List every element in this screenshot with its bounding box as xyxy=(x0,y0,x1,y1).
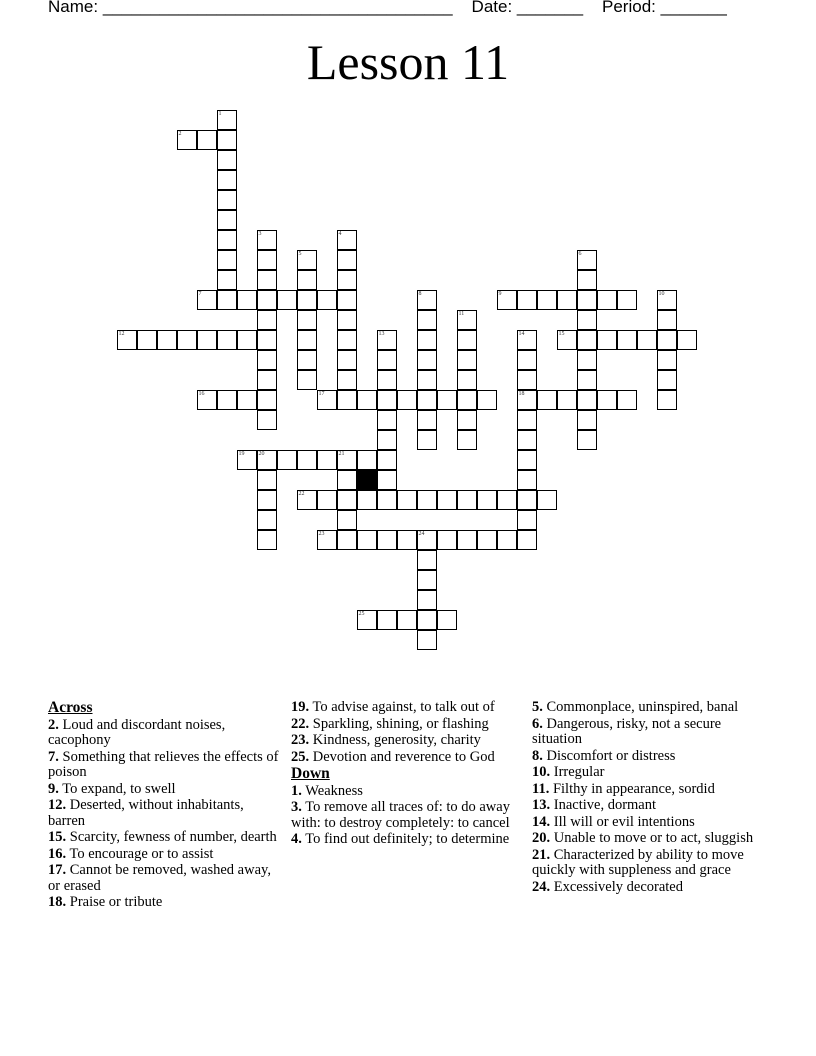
grid-cell[interactable] xyxy=(637,330,657,350)
grid-cell[interactable] xyxy=(457,310,477,330)
grid-cell[interactable] xyxy=(337,230,357,250)
clue-text: To find out definitely; to determine xyxy=(301,831,510,847)
grid-cell[interactable] xyxy=(297,370,317,390)
grid-cell[interactable] xyxy=(137,330,157,350)
grid-cell[interactable] xyxy=(217,250,237,270)
clue-number-label: 15. xyxy=(48,829,67,845)
grid-cell[interactable] xyxy=(597,390,617,410)
grid-cell[interactable] xyxy=(397,610,417,630)
clue-number: 1 xyxy=(218,110,222,117)
clue-text: Characterized by ability to move quickly with suppleness and grace xyxy=(532,846,744,878)
clue-item xyxy=(532,848,772,879)
grid-cell[interactable] xyxy=(237,330,257,350)
clue-number-label: 20. xyxy=(532,830,551,846)
clue-number-label: 2. xyxy=(48,716,59,733)
grid-cell[interactable] xyxy=(237,290,257,310)
clue-text: Dangerous, risky, not a secure situation xyxy=(532,715,722,747)
grid-cell[interactable] xyxy=(117,330,137,350)
grid-cell[interactable] xyxy=(377,430,397,450)
grid-cell[interactable] xyxy=(577,350,597,370)
grid-cell[interactable] xyxy=(657,370,677,390)
grid-cell[interactable] xyxy=(257,530,277,550)
grid-cell[interactable] xyxy=(377,450,397,470)
grid-cell[interactable] xyxy=(377,470,397,490)
grid-cell[interactable] xyxy=(577,270,597,290)
clue-item xyxy=(48,830,280,846)
clue-number: 7 xyxy=(198,290,202,297)
grid-cell[interactable] xyxy=(577,370,597,390)
clue-text: Filthy in appearance, sordid xyxy=(549,780,715,797)
clues-column-2 xyxy=(291,700,516,849)
clue-text: Scarcity, fewness of number, dearth xyxy=(66,829,277,845)
grid-cell[interactable] xyxy=(377,610,397,630)
grid-cell[interactable] xyxy=(517,350,537,370)
grid-cell[interactable] xyxy=(417,630,437,650)
grid-cell[interactable] xyxy=(257,310,277,330)
clue-number-label: 7. xyxy=(48,748,59,765)
grid-cell[interactable] xyxy=(257,490,277,510)
grid-cell[interactable] xyxy=(257,410,277,430)
grid-cell[interactable] xyxy=(257,350,277,370)
clue-number: 21 xyxy=(338,450,345,457)
clue-number: 3 xyxy=(258,230,262,237)
grid-cell[interactable] xyxy=(417,490,437,510)
clue-number: 17 xyxy=(318,390,325,397)
grid-cell[interactable] xyxy=(217,110,237,130)
clue-item xyxy=(48,718,280,749)
grid-cell[interactable] xyxy=(417,430,437,450)
grid-cell[interactable] xyxy=(337,250,357,270)
grid-cell[interactable] xyxy=(417,590,437,610)
clue-number: 20 xyxy=(258,450,265,457)
grid-cell[interactable] xyxy=(377,350,397,370)
grid-cell[interactable] xyxy=(537,390,557,410)
grid-cell[interactable] xyxy=(337,270,357,290)
clue-number: 9 xyxy=(498,290,502,297)
clue-number-label: 8. xyxy=(532,747,543,764)
grid-cell[interactable] xyxy=(217,270,237,290)
down-heading: Down xyxy=(291,765,330,782)
clue-text: To remove all traces of: to do away with: to destroy completely: to cancel xyxy=(291,799,510,831)
clue-number: 25 xyxy=(358,610,365,617)
clue-number-label: 11. xyxy=(532,780,550,797)
grid-cell[interactable] xyxy=(577,430,597,450)
clue-number: 5 xyxy=(298,250,302,257)
grid-cell[interactable] xyxy=(197,330,217,350)
name-label: Name: xyxy=(48,0,99,16)
grid-cell[interactable] xyxy=(457,410,477,430)
grid-cell[interactable] xyxy=(337,470,357,490)
grid-cell[interactable] xyxy=(537,490,557,510)
grid-cell[interactable] xyxy=(297,350,317,370)
student-info-header xyxy=(48,0,768,17)
grid-cell[interactable] xyxy=(477,390,497,410)
grid-cell[interactable] xyxy=(297,330,317,350)
black-cell xyxy=(357,470,377,490)
grid-cell[interactable] xyxy=(417,390,437,410)
clue-item xyxy=(291,832,516,848)
grid-cell[interactable] xyxy=(417,350,437,370)
clue-text: To encourage or to assist xyxy=(66,845,214,862)
grid-cell[interactable] xyxy=(517,470,537,490)
clue-number: 15 xyxy=(558,330,565,337)
clue-number: 23 xyxy=(318,530,325,537)
grid-cell[interactable] xyxy=(657,310,677,330)
clue-text: Sparkling, shining, or flashing xyxy=(309,715,489,732)
grid-cell[interactable] xyxy=(377,530,397,550)
grid-cell[interactable] xyxy=(257,270,277,290)
clue-item xyxy=(532,782,772,798)
grid-cell[interactable] xyxy=(197,130,217,150)
grid-cell[interactable] xyxy=(297,250,317,270)
grid-cell[interactable] xyxy=(237,390,257,410)
grid-cell[interactable] xyxy=(217,210,237,230)
grid-cell[interactable] xyxy=(337,350,357,370)
grid-cell[interactable] xyxy=(577,290,597,310)
grid-cell[interactable] xyxy=(457,350,477,370)
grid-cell[interactable] xyxy=(257,390,277,410)
clue-item xyxy=(291,700,516,716)
grid-cell[interactable] xyxy=(337,290,357,310)
grid-cell[interactable] xyxy=(657,330,677,350)
name-blank[interactable]: _____________________________________ xyxy=(102,0,453,16)
grid-cell[interactable] xyxy=(657,290,677,310)
grid-cell[interactable] xyxy=(337,310,357,330)
grid-cell[interactable] xyxy=(457,530,477,550)
grid-cell[interactable] xyxy=(257,450,277,470)
grid-cell[interactable] xyxy=(417,410,437,430)
grid-cell[interactable] xyxy=(217,390,237,410)
grid-cell[interactable] xyxy=(297,490,317,510)
grid-cell[interactable] xyxy=(377,330,397,350)
grid-cell[interactable] xyxy=(457,330,477,350)
clue-text: Kindness, generosity, charity xyxy=(309,732,481,748)
clue-text: Irregular xyxy=(550,764,605,780)
date-label: Date: xyxy=(471,0,513,16)
grid-cell[interactable] xyxy=(277,290,297,310)
grid-cell[interactable] xyxy=(417,550,437,570)
grid-cell[interactable] xyxy=(417,530,437,550)
grid-cell[interactable] xyxy=(277,450,297,470)
grid-cell[interactable] xyxy=(337,510,357,530)
clue-text: Weakness xyxy=(301,782,363,799)
grid-cell[interactable] xyxy=(457,490,477,510)
grid-cell[interactable] xyxy=(317,390,337,410)
grid-cell[interactable] xyxy=(217,290,237,310)
clue-item xyxy=(291,717,516,733)
grid-cell[interactable] xyxy=(297,450,317,470)
clue-number: 22 xyxy=(298,490,305,497)
clue-number-label: 10. xyxy=(532,764,551,780)
grid-cell[interactable] xyxy=(297,290,317,310)
grid-cell[interactable] xyxy=(357,450,377,470)
grid-cell[interactable] xyxy=(457,430,477,450)
grid-cell[interactable] xyxy=(317,490,337,510)
clue-item xyxy=(48,863,280,894)
grid-cell[interactable] xyxy=(517,490,537,510)
clue-number-label: 4. xyxy=(291,831,302,847)
grid-cell[interactable] xyxy=(337,330,357,350)
grid-cell[interactable] xyxy=(557,290,577,310)
clue-number: 11 xyxy=(458,310,465,317)
clue-number-label: 18. xyxy=(48,894,67,910)
grid-cell[interactable] xyxy=(417,330,437,350)
grid-cell[interactable] xyxy=(597,290,617,310)
grid-cell[interactable] xyxy=(597,330,617,350)
clue-item xyxy=(532,700,772,716)
grid-cell[interactable] xyxy=(457,370,477,390)
grid-cell[interactable] xyxy=(617,290,637,310)
clue-number: 6 xyxy=(578,250,582,257)
grid-cell[interactable] xyxy=(257,470,277,490)
clue-number-label: 12. xyxy=(48,797,67,813)
grid-cell[interactable] xyxy=(517,370,537,390)
clue-number-label: 1. xyxy=(291,782,302,799)
grid-cell[interactable] xyxy=(257,510,277,530)
clue-item xyxy=(532,749,772,765)
clue-number: 18 xyxy=(518,390,525,397)
grid-cell[interactable] xyxy=(677,330,697,350)
grid-cell[interactable] xyxy=(337,390,357,410)
across-heading: Across xyxy=(48,699,93,716)
grid-cell[interactable] xyxy=(517,330,537,350)
grid-cell[interactable] xyxy=(417,290,437,310)
grid-cell[interactable] xyxy=(517,410,537,430)
clue-item xyxy=(48,798,280,829)
clue-number-label: 23. xyxy=(291,732,310,748)
clue-item xyxy=(291,800,516,831)
grid-cell[interactable] xyxy=(417,370,437,390)
grid-cell[interactable] xyxy=(317,530,337,550)
grid-cell[interactable] xyxy=(257,290,277,310)
grid-cell[interactable] xyxy=(217,150,237,170)
grid-cell[interactable] xyxy=(237,450,257,470)
date-blank[interactable]: _______ xyxy=(516,0,584,16)
clue-item xyxy=(48,895,280,911)
grid-cell[interactable] xyxy=(497,490,517,510)
clue-number: 12 xyxy=(118,330,125,337)
clue-text: To advise against, to talk out of xyxy=(309,699,495,715)
clue-text: Discomfort or distress xyxy=(542,747,676,764)
clue-item xyxy=(532,717,772,748)
clue-number-label: 3. xyxy=(291,799,302,815)
clue-item xyxy=(291,750,516,766)
grid-cell[interactable] xyxy=(257,330,277,350)
clue-number-label: 24. xyxy=(532,878,551,895)
grid-cell[interactable] xyxy=(417,310,437,330)
clue-text: Something that relieves the effects of poison xyxy=(48,748,279,780)
grid-cell[interactable] xyxy=(177,130,197,150)
grid-cell[interactable] xyxy=(257,250,277,270)
grid-cell[interactable] xyxy=(437,610,457,630)
grid-cell[interactable] xyxy=(437,390,457,410)
grid-cell[interactable] xyxy=(377,410,397,430)
clue-number-label: 9. xyxy=(48,780,59,797)
grid-cell[interactable] xyxy=(257,230,277,250)
grid-cell[interactable] xyxy=(517,390,537,410)
clue-text: Excessively decorated xyxy=(550,878,683,895)
clue-number: 2 xyxy=(178,130,182,137)
clue-number: 13 xyxy=(378,330,385,337)
grid-cell[interactable] xyxy=(317,450,337,470)
grid-cell[interactable] xyxy=(217,130,237,150)
clue-number-label: 16. xyxy=(48,845,67,862)
grid-cell[interactable] xyxy=(497,290,517,310)
clue-number: 19 xyxy=(238,450,245,457)
grid-cell[interactable] xyxy=(297,310,317,330)
grid-cell[interactable] xyxy=(417,570,437,590)
grid-cell[interactable] xyxy=(377,370,397,390)
clue-item xyxy=(532,815,772,831)
clue-item xyxy=(48,750,280,781)
clue-text: Praise or tribute xyxy=(66,894,163,910)
grid-cell[interactable] xyxy=(557,330,577,350)
grid-cell[interactable] xyxy=(617,390,637,410)
grid-cell[interactable] xyxy=(357,390,377,410)
clue-number-label: 19. xyxy=(291,699,310,715)
grid-cell[interactable] xyxy=(217,190,237,210)
clue-text: Loud and discordant noises, cacophony xyxy=(48,716,226,748)
grid-cell[interactable] xyxy=(257,370,277,390)
grid-cell[interactable] xyxy=(337,530,357,550)
grid-cell[interactable] xyxy=(537,290,557,310)
clue-text: Deserted, without inhabitants, barren xyxy=(48,797,244,829)
grid-cell[interactable] xyxy=(397,390,417,410)
grid-cell[interactable] xyxy=(417,610,437,630)
grid-cell[interactable] xyxy=(337,450,357,470)
grid-cell[interactable] xyxy=(577,250,597,270)
grid-cell[interactable] xyxy=(297,270,317,290)
period-label: Period: xyxy=(602,0,656,16)
clue-number: 4 xyxy=(338,230,342,237)
grid-cell[interactable] xyxy=(437,490,457,510)
clue-item xyxy=(291,733,516,749)
clue-number: 14 xyxy=(518,330,525,337)
grid-cell[interactable] xyxy=(577,390,597,410)
clue-number-label: 21. xyxy=(532,846,551,863)
clue-number: 8 xyxy=(418,290,422,297)
clue-item xyxy=(532,765,772,781)
grid-cell[interactable] xyxy=(477,530,497,550)
clue-item xyxy=(532,831,772,847)
grid-cell[interactable] xyxy=(517,290,537,310)
clue-text: Devotion and reverence to God xyxy=(309,748,495,765)
grid-cell[interactable] xyxy=(437,530,457,550)
clue-item xyxy=(532,798,772,814)
clues-column-1 xyxy=(48,700,280,912)
grid-cell[interactable] xyxy=(477,490,497,510)
clue-number-label: 5. xyxy=(532,699,543,715)
grid-cell[interactable] xyxy=(337,490,357,510)
clue-number-label: 13. xyxy=(532,797,551,813)
grid-cell[interactable] xyxy=(357,610,377,630)
clue-number: 24 xyxy=(418,530,425,537)
grid-cell[interactable] xyxy=(217,170,237,190)
grid-cell[interactable] xyxy=(317,290,337,310)
period-blank[interactable]: _______ xyxy=(660,0,727,16)
grid-cell[interactable] xyxy=(157,330,177,350)
grid-cell[interactable] xyxy=(577,410,597,430)
clue-item xyxy=(48,847,280,863)
page-title: Lesson 11 xyxy=(306,34,510,90)
grid-cell[interactable] xyxy=(377,390,397,410)
grid-cell[interactable] xyxy=(577,310,597,330)
grid-cell[interactable] xyxy=(197,390,217,410)
grid-cell[interactable] xyxy=(177,330,197,350)
clue-text: To expand, to swell xyxy=(58,780,176,797)
clue-text: Unable to move or to act, sluggish xyxy=(550,830,754,846)
grid-cell[interactable] xyxy=(217,330,237,350)
clue-number-label: 17. xyxy=(48,862,67,878)
grid-cell[interactable] xyxy=(337,370,357,390)
clue-item xyxy=(291,784,516,800)
grid-cell[interactable] xyxy=(657,350,677,370)
grid-cell[interactable] xyxy=(517,430,537,450)
clue-number-label: 25. xyxy=(291,748,310,765)
clue-number: 10 xyxy=(658,290,665,297)
grid-cell[interactable] xyxy=(457,390,477,410)
clue-number-label: 6. xyxy=(532,715,543,732)
grid-cell[interactable] xyxy=(577,330,597,350)
grid-cell[interactable] xyxy=(617,330,637,350)
clue-text: Inactive, dormant xyxy=(550,797,657,813)
clue-number-label: 22. xyxy=(291,715,310,732)
grid-cell[interactable] xyxy=(397,530,417,550)
grid-cell[interactable] xyxy=(517,450,537,470)
clue-text: Ill will or evil intentions xyxy=(550,813,695,830)
clue-number: 16 xyxy=(198,390,205,397)
grid-cell[interactable] xyxy=(377,490,397,510)
grid-cell[interactable] xyxy=(357,530,377,550)
clue-number-label: 14. xyxy=(532,813,551,830)
grid-cell[interactable] xyxy=(397,490,417,510)
clue-text: Cannot be removed, washed away, or erased xyxy=(48,862,271,894)
grid-cell[interactable] xyxy=(657,390,677,410)
grid-cell[interactable] xyxy=(557,390,577,410)
clue-item xyxy=(48,782,280,798)
clue-item xyxy=(532,880,772,896)
grid-cell[interactable] xyxy=(497,530,517,550)
clues-column-3 xyxy=(532,700,772,896)
grid-cell[interactable] xyxy=(517,530,537,550)
grid-cell[interactable] xyxy=(517,510,537,530)
clue-text: Commonplace, uninspired, banal xyxy=(542,699,739,715)
grid-cell[interactable] xyxy=(357,490,377,510)
grid-cell[interactable] xyxy=(217,230,237,250)
grid-cell[interactable] xyxy=(197,290,217,310)
